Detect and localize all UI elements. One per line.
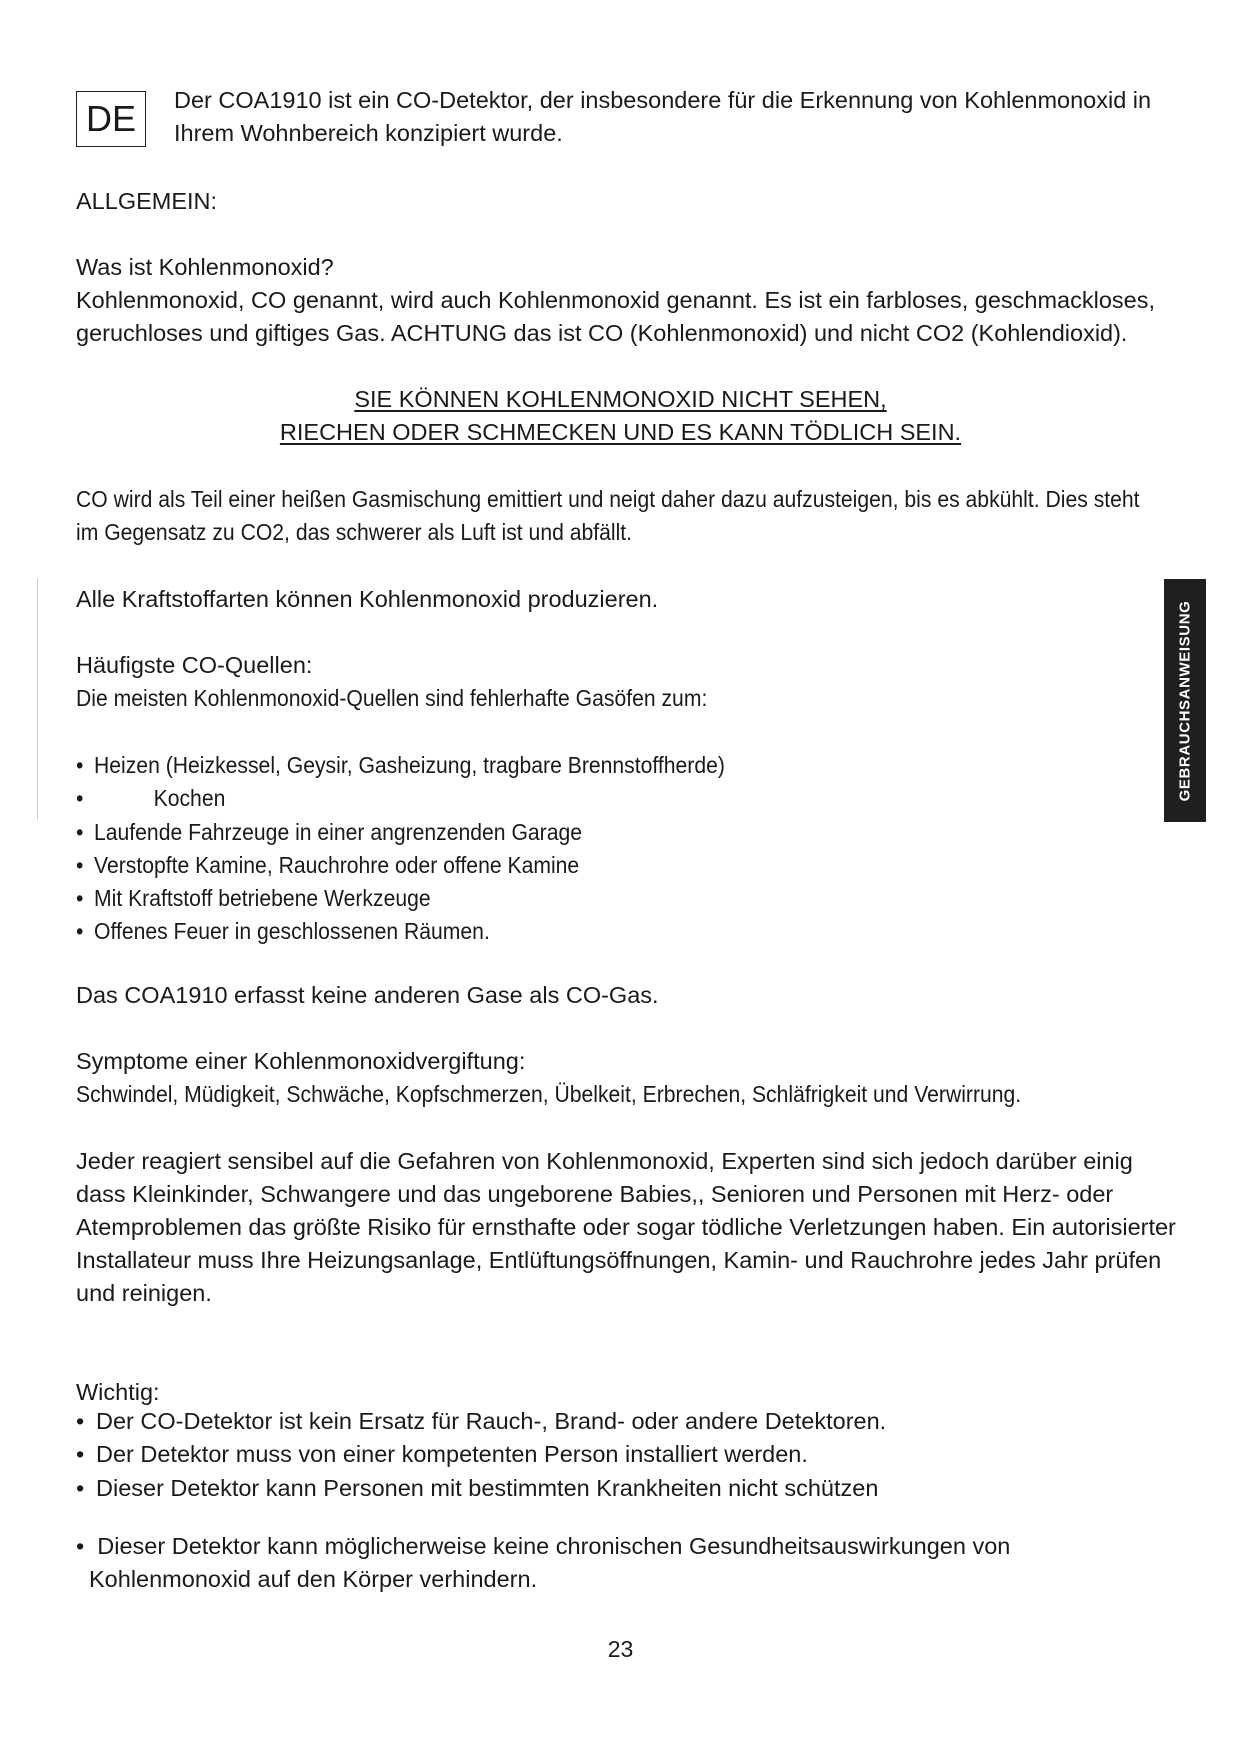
- list-item: • Verstopfte Kamine, Rauchrohre oder offene Kamine: [76, 851, 580, 878]
- page-number: 23: [607, 1636, 634, 1662]
- important-list: [76, 1405, 886, 1505]
- fuel-types-text: Alle Kraftstoffarten können Kohlenmonoxid produzieren.: [76, 586, 659, 612]
- risk-line-5: und reinigen.: [76, 1280, 212, 1306]
- list-item: • Heizen (Heizkessel, Geysir, Gasheizung, tragbare Brennstoffherde): [76, 752, 725, 778]
- warning-line-1: SIE KÖNNEN KOHLENMONOXID NICHT SEHEN,: [354, 386, 887, 412]
- list-item: • Offenes Feuer in geschlossenen Räumen.: [76, 918, 490, 945]
- co-rises-line-1: CO wird als Teil einer heißen Gasmischung emittiert und neigt daher dazu aufzusteigen, bis es abkühlt. Dies steht: [76, 486, 1140, 512]
- sources-heading: Häufigste CO-Quellen:: [76, 652, 313, 678]
- intro-line-1: Der COA1910 ist ein CO-Detektor, der insbesondere für die Erkennung von Kohlenmonoxid in: [174, 87, 1152, 113]
- symptoms-heading: Symptome einer Kohlenmonoxidvergiftung:: [76, 1048, 526, 1074]
- side-tab-label: GEBRAUCHSANWEISUNG: [1176, 600, 1194, 801]
- list-item: • Dieser Detektor kann Personen mit bestimmten Krankheiten nicht schützen: [76, 1474, 879, 1501]
- risk-line-4: Installateur muss Ihre Heizungsanlage, Entlüftungsöffnungen, Kamin- und Rauchrohre jedes Jahr prüfen: [76, 1247, 1162, 1273]
- list-item: • Der CO-Detektor ist kein Ersatz für Rauch-, Brand- oder andere Detektoren.: [76, 1408, 887, 1434]
- co-rises-line-2: im Gegensatz zu CO2, das schwerer als Luft ist und abfällt.: [76, 519, 633, 545]
- symptoms-text: Schwindel, Müdigkeit, Schwäche, Kopfschmerzen, Übelkeit, Erbrechen, Schläfrigkeit und Verwirrung.: [76, 1081, 1022, 1107]
- important-heading: Wichtig:: [76, 1379, 160, 1405]
- risk-line-1: Jeder reagiert sensibel auf die Gefahren von Kohlenmonoxid, Experten sind sich jedoch darüber einig: [76, 1148, 1133, 1174]
- sources-list: [76, 749, 797, 949]
- what-is-line-2: geruchloses und giftiges Gas. ACHTUNG das ist CO (Kohlenmonoxid) und nicht CO2 (Kohlendioxid).: [76, 320, 1128, 346]
- list-item: • Kochen: [76, 785, 226, 812]
- important-last-item: • Dieser Detektor kann möglicherweise keine chronischen Gesundheitsauswirkungen von Kohlenmonoxid auf den Körper verhindern.: [76, 1533, 1011, 1592]
- detects-only-text: Das COA1910 erfasst keine anderen Gase als CO-Gas.: [76, 982, 659, 1008]
- list-item: • Laufende Fahrzeuge in einer angrenzenden Garage: [76, 818, 582, 845]
- list-item: • Der Detektor muss von einer kompetenten Person installiert werden.: [76, 1441, 808, 1468]
- risk-line-2: dass Kleinkinder, Schwangere und das ungeborene Babies,, Senioren und Personen mit Herz- oder: [76, 1181, 1114, 1207]
- section-heading: ALLGEMEIN:: [76, 188, 218, 214]
- language-badge: DE: [76, 91, 146, 147]
- warning-line-2: RIECHEN ODER SCHMECKEN UND ES KANN TÖDLICH SEIN.: [279, 419, 962, 445]
- side-tab: [1164, 579, 1206, 822]
- sources-intro: Die meisten Kohlenmonoxid-Quellen sind fehlerhafte Gasöfen zum:: [76, 685, 708, 711]
- what-is-question: Was ist Kohlenmonoxid?: [76, 254, 334, 280]
- margin-rule: [37, 578, 38, 820]
- risk-line-3: Atemproblemen das größte Risiko für ernsthafte oder sogar tödliche Verletzungen haben. Ein autorisierter: [76, 1214, 1176, 1240]
- what-is-line-1: Kohlenmonoxid, CO genannt, wird auch Kohlenmonoxid genannt. Es ist ein farbloses, geschmackloses,: [76, 287, 1156, 313]
- list-item: • Mit Kraftstoff betriebene Werkzeuge: [76, 885, 431, 912]
- intro-line-2: Ihrem Wohnbereich konzipiert wurde.: [174, 120, 563, 146]
